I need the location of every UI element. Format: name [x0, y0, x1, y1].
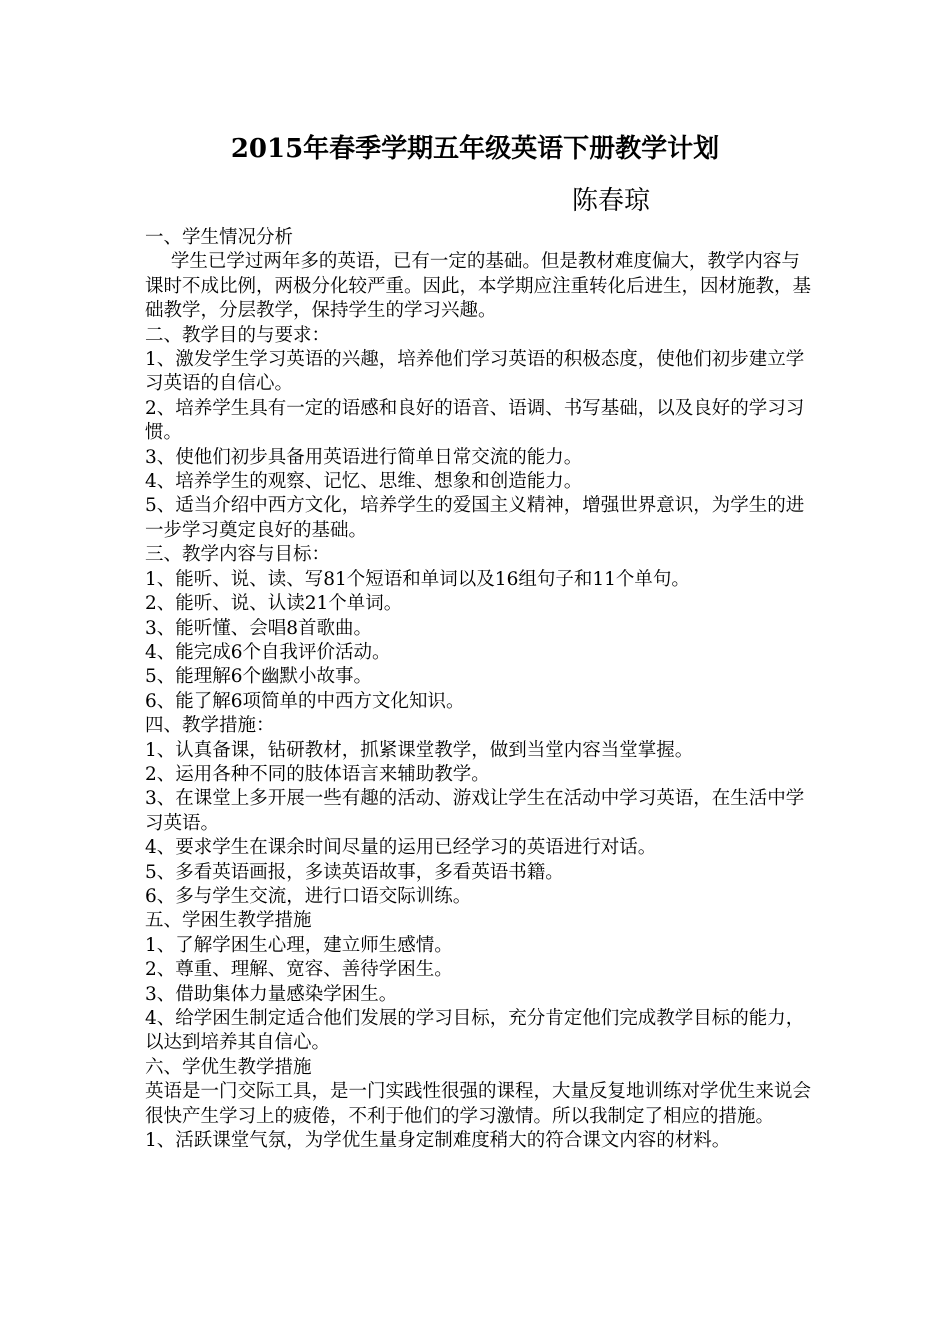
section-heading-1: 一、学生情况分析 [145, 227, 294, 248]
list-item: 2、培养学生具有一定的语感和良好的语音、语调、书写基础，以及良好的学习习惯。 [145, 397, 805, 444]
list-item: 3、在课堂上多开展一些有趣的活动、游戏让学生在活动中学习英语，在生活中学习英语。 [145, 788, 805, 834]
list-item: 1、激发学生学习英语的兴趣，培养他们学习英语的积极态度，使他们初步建立学习英语的自信心。 [145, 349, 805, 395]
list-item: 1、认真备课，钻研教材，抓紧课堂教学，做到当堂内容当堂掌握。 [145, 739, 694, 761]
list-item: 4、要求学生在课余时间尽量的运用已经学习的英语进行对话。 [145, 837, 657, 859]
list-item: 3、使他们初步具备用英语进行简单日常交流的能力。 [145, 446, 583, 468]
list-item: 2、尊重、理解、宽容、善待学困生。 [145, 959, 453, 981]
paragraph: 英语是一门交际工具，是一门实践性很强的课程，大量反复地训练对学优生来说会很快产生学习上的疲倦，不利于他们的学习激情。所以我制定了相应的措施。 [145, 1081, 812, 1127]
section-heading-6: 六、学优生教学措施 [145, 1056, 312, 1078]
list-item: 5、适当介绍中西方文化，培养学生的爱国主义精神，增强世界意识，为学生的进一步学习奠定良好的基础。 [145, 495, 805, 541]
list-item: 4、培养学生的观察、记忆、思维、想象和创造能力。 [145, 471, 583, 493]
section-heading-2: 二、教学目的与要求： [145, 324, 331, 346]
list-item: 3、借助集体力量感染学困生。 [145, 983, 398, 1005]
list-item: 6、能了解6项简单的中西方文化知识。 [145, 690, 465, 712]
document-body [145, 226, 813, 1153]
list-item: 1、了解学困生心理，建立师生感情。 [145, 934, 453, 956]
list-item: 5、多看英语画报，多读英语故事，多看英语书籍。 [145, 861, 564, 883]
document-title: 2015年春季学期五年级英语下册教学计划 [230, 134, 720, 164]
list-item: 6、多与学生交流，进行口语交际训练。 [145, 885, 472, 907]
list-item: 2、运用各种不同的肢体语言来辅助教学。 [145, 763, 490, 785]
section-heading-5: 五、学困生教学措施 [145, 910, 312, 932]
list-item: 2、能听、说、认读21个单词。 [145, 593, 403, 615]
section-heading-4: 四、教学措施： [145, 715, 275, 737]
section-heading-3: 三、教学内容与目标： [145, 544, 331, 566]
list-item: 4、给学困生制定适合他们发展的学习目标，充分肯定他们完成教学目标的能力，以达到培养其自信心。 [145, 1008, 805, 1054]
list-item: 5、能理解6个幽默小故事。 [145, 666, 373, 688]
list-item: 3、能听懂、会唱8首歌曲。 [145, 617, 373, 639]
list-item: 1、能听、说、读、写81个短语和单词以及16组句子和11个单句。 [145, 568, 690, 590]
list-item: 1、活跃课堂气氛，为学优生量身定制难度稍大的符合课文内容的材料。 [145, 1130, 731, 1152]
paragraph: 学生已学过两年多的英语，已有一定的基础。但是教材难度偏大，教学内容与课时不成比例，两极分化较严重。因此，本学期应注重转化后进生，因材施教，基础教学，分层教学，保持学生的学习兴趣。 [145, 251, 812, 322]
list-item: 4、能完成6个自我评价活动。 [145, 641, 391, 663]
document-author: 陈春琼 [572, 186, 651, 216]
